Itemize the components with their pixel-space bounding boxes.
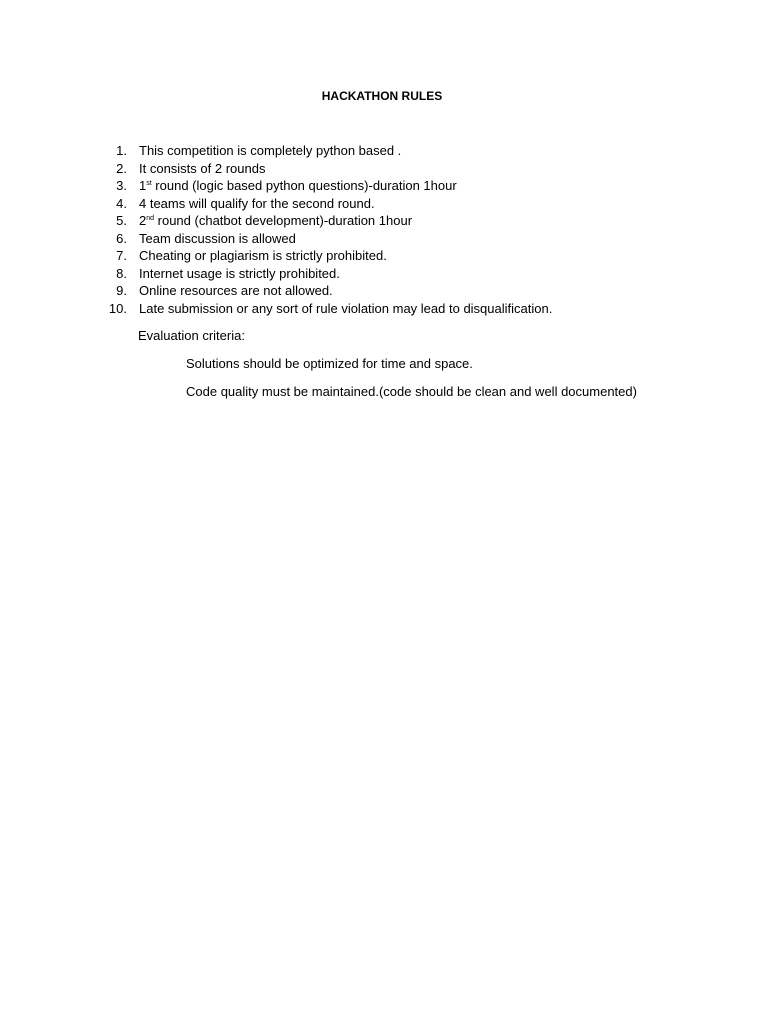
rule-number: 6.: [116, 230, 127, 246]
document-title: HACKATHON RULES: [321, 89, 443, 103]
rule-text: Team discussion is allowed: [139, 230, 296, 246]
rule-text: This competition is completely python based .: [139, 143, 402, 158]
rule-text: 4 teams will qualify for the second round.: [139, 195, 375, 211]
rule-number: 3.: [116, 178, 127, 193]
rule-text: Online resources are not allowed.: [139, 283, 333, 298]
rule-text: Internet usage is strictly prohibited.: [139, 265, 340, 281]
rule-text: Cheating or plagiarism is strictly prohibited.: [139, 248, 387, 263]
rule-item: [100, 265, 740, 283]
rule-text-suffix: round (chatbot development)-duration 1hour: [154, 213, 413, 228]
rule-item: [100, 230, 740, 248]
rule-number: 8.: [116, 265, 127, 281]
ordinal-superscript: nd: [146, 215, 155, 222]
rule-text: [139, 212, 412, 230]
rule-text-prefix: 1: [139, 178, 147, 193]
rule-text: [139, 177, 457, 195]
rule-item: [100, 212, 740, 230]
rule-number: 9.: [116, 283, 127, 298]
rule-item: [100, 177, 740, 195]
ordinal-superscript: st: [146, 180, 152, 187]
evaluation-criteria-list: [186, 355, 637, 411]
rule-item: [100, 282, 740, 300]
rule-number: 7.: [116, 248, 127, 263]
rule-number: 2.: [116, 160, 127, 176]
evaluation-criterion: Solutions should be optimized for time and space.: [186, 356, 473, 371]
rule-text: It consists of 2 rounds: [139, 160, 266, 176]
rule-text: Late submission or any sort of rule violation may lead to disqualification.: [139, 300, 553, 316]
rule-number: 10.: [108, 300, 127, 316]
rule-text-suffix: round (logic based python questions)-duration 1hour: [151, 178, 457, 193]
rule-item: [100, 195, 740, 213]
rule-number: 4.: [116, 195, 127, 211]
rule-text-prefix: 2: [139, 213, 147, 228]
rule-item: [100, 247, 740, 265]
evaluation-criterion: Code quality must be maintained.(code should be clean and well documented): [186, 384, 637, 399]
rule-item: [100, 142, 740, 160]
rules-list: [100, 142, 740, 317]
evaluation-heading: Evaluation criteria:: [138, 328, 245, 343]
rule-number: 5.: [116, 213, 127, 228]
rule-item: [100, 300, 740, 318]
rule-number: 1.: [116, 143, 127, 158]
rule-item: [100, 160, 740, 178]
